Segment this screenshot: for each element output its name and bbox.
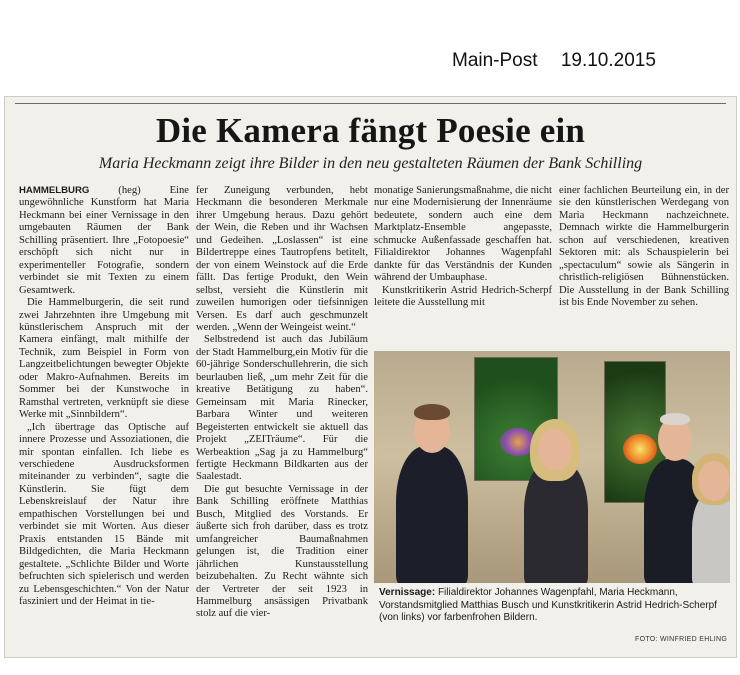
person-3-hair — [660, 413, 690, 425]
source-name: Main-Post — [452, 50, 538, 71]
orange-flower-shape — [623, 434, 657, 464]
paragraph: Die Hammelburgerin, die seit rund zwei Jahrzehnten ihre Umgebung mit künstlerischem Anspruch mit der Kamera einfängt, malt mithilfe der Technik, zum Beispiel in Form von Langzeitbelichtungen bewegter Objekte oder Makro-Aufnahmen. Bereits im Sommer bei der Kunstwoche in Ramsthal vertreten, verknüpft sie diese Werke mit „Sinnbildern“. — [19, 297, 189, 421]
paragraph: HAMMELBURG (heg) Eine ungewöhnliche Kunstform hat Maria Heckmann bei einer Vernissage in den umgebauten Räumen der Bank Schilling präsentiert. Ihre „Fotopoesie“ erschöpft sich nicht nur in experimenteller Fotografie, sondern verbindet sie mit Texten zu einem Gesamtwerk. — [19, 185, 189, 296]
clipping-source-stamp — [452, 50, 656, 72]
caption-lead: Vernissage: — [379, 587, 436, 598]
paragraph: monatige Sanierungsmaßnahme, die nicht nur eine Modernisierung der Innenräume bedeutete, sondern auch eine dem Marktplatz-Ensemble angepasste, schmucke Außenfassade geschaffen hat. Filialdirektor Johannes Wagenpfahl dankte für das Verständnis der Kunden während der Umbauphase. — [374, 185, 552, 284]
paragraph: Selbstredend ist auch das Jubiläum der Stadt Hammelburg,ein Motiv für die 60-jährige Sonderschullehrerin, die sich beurlauben ließ, „um mehr Zeit für die kreative Betätigung zu haben“. Gemeinsam mit Maria Rinecker, Barbara Winter und weiteren Begeisterten entwickelt sie aktuell das Projekt „ZEITräume“. Für die Werbeaktion „Sag ja zu Hammelburg“ fertigte Heckmann Bildkarten aus der Saalestadt. — [196, 334, 368, 483]
article-column-2 — [196, 185, 368, 621]
paragraph: „Ich übertrage das Optische auf innere Prozesse und Assoziationen, die mir spontan einfallen. Ich liebe es verschiedene Ausdrucksformen miteinander zu verbinden“, sagte die Künstlerin. Sie fügt dem Lebenskreislauf der Natur ihre empathischen Vorstellungen bei und verbindet sie mit Worten. Aus dieser Praxis entstanden 15 Bände mit Bildgedichten, die Maria Heckmann gestaltete. „Schlichte Bilder und Worte befruchten sich spielerisch und werden zu Lebensgeschichten.“ Von der Natur fasziniert und der Heimat in tie- — [19, 421, 189, 607]
article-column-1 — [19, 185, 189, 608]
article-column-4 — [559, 185, 729, 310]
top-rule — [15, 103, 726, 104]
dateline: HAMMELBURG — [19, 185, 90, 196]
headline: Die Kamera fängt Poesie ein — [155, 111, 586, 150]
person-1-hair — [414, 404, 450, 420]
subheadline: Maria Heckmann zeigt ihre Bilder in den neu gestalteten Räumen der Bank Schilling — [98, 155, 643, 172]
photo-credit: FOTO: WINFRIED EHLING — [635, 636, 728, 643]
person-1 — [396, 446, 468, 583]
paragraph: Kunstkritikerin Astrid Hedrich-Scherpf leitete die Ausstellung mit — [374, 284, 552, 309]
photo-caption — [379, 587, 731, 625]
event-photo — [374, 351, 730, 583]
paragraph: Die gut besuchte Vernissage in der Bank Schilling eröffnete Matthias Busch, Mitglied des Vorstands. Er äußerte sich froh darüber, dass es trotz umfangreicher Baumaßnahmen gelungen ist, die Tradition einer jährlichen Kunstausstellung beizubehalten. Zu Recht wähnte sich der Vertreter der seit 1923 in Hammelburg ansässigen Privatbank stolz auf die vier- — [196, 483, 368, 620]
article-column-3 — [374, 185, 552, 310]
newspaper-clipping — [4, 96, 737, 658]
paragraph: einer fachlichen Beurteilung ein, in der sie den künstlerischen Werdegang von Maria Heckmann nachzeichnete. Demnach wirkte die Hammelburgerin schon auf verschiedenen, kreativen Sektoren mit: als Schauspielerin bei „spectaculum“ sowie als Sängerin in christlich-religiösen Bühnenstücken. Die Ausstellung in der Bank Schilling ist bis Ende November zu sehen. — [559, 185, 729, 309]
paragraph: fer Zuneigung verbunden, hebt Heckmann die besonderen Merkmale ihrer Umgebung heraus. Dazu gehört der Wein, die Reben und ihr Wachsen und Gedeihen. „Loslassen“ ist eine Bildertreppe eines Tautropfens betitelt, der von einem Weinstock auf die Erde fällt. Das fertige Produkt, den Wein selbst, versieht die Künstlerin mit zuweilen humorigen oder tiefsinnigen Versen. Es darf auch geschmunzelt werden. „Wenn der Weingeist weint.“ — [196, 185, 368, 333]
person-4-head — [698, 461, 730, 501]
caption-text: Filialdirektor Johannes Wagenpfahl, Maria Heckmann, Vorstandsmitglied Matthias Busch und Kunstkritikerin Astrid Hedrich-Scherpf (von links) vor farbenfrohen Bildern. — [379, 587, 717, 624]
source-date: 19.10.2015 — [560, 50, 656, 71]
person-2-head — [538, 429, 572, 471]
